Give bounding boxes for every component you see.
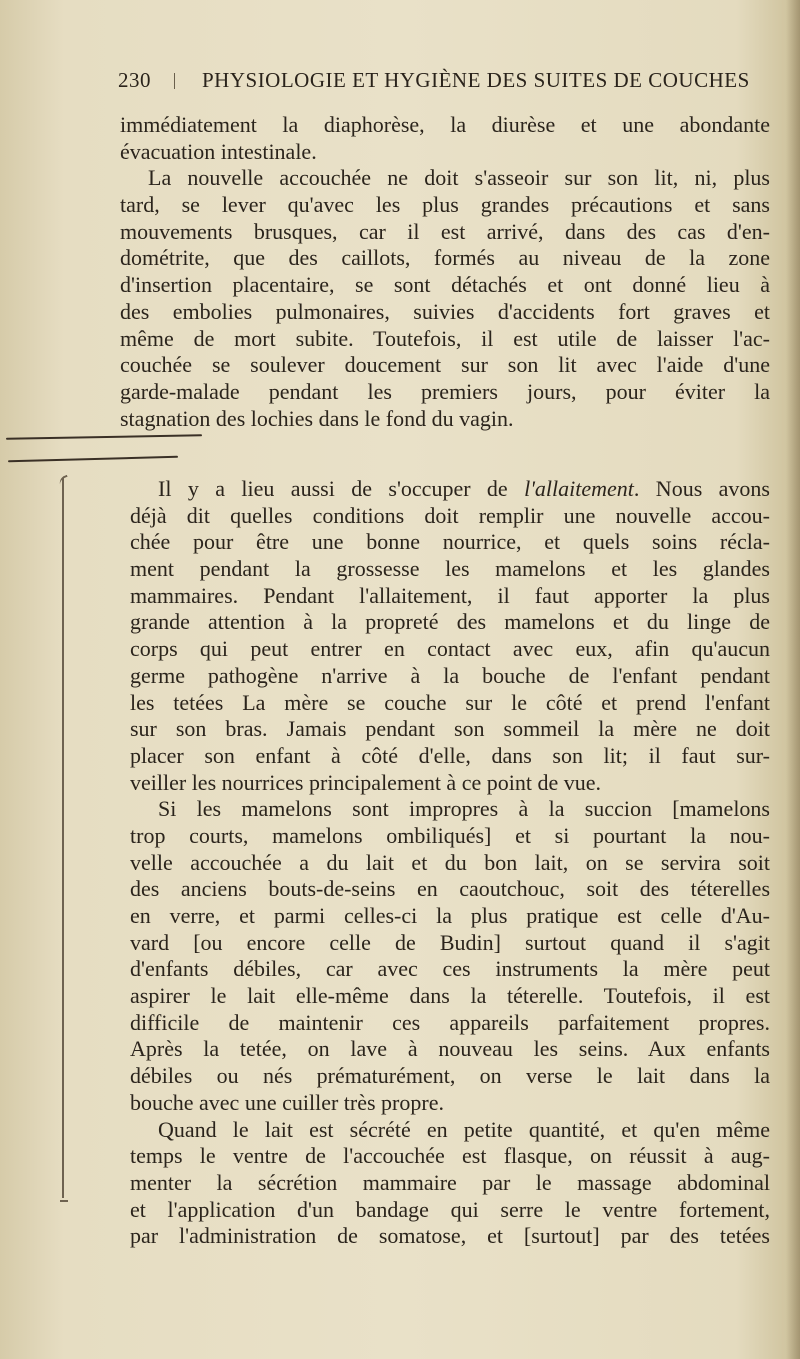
text-line: sur son bras. Jamais pendant son sommeil la mère ne doit <box>130 716 770 742</box>
text-line: les tetées La mère se couche sur le côté et prend l'enfant <box>130 689 770 715</box>
text-line: difficile de maintenir ces appareils parfaitement propres. <box>130 1009 770 1035</box>
text-line: grande attention à la propreté des mamelons et du linge de <box>130 609 770 635</box>
text-line: Quand le lait est sécrété en petite quantité, et qu'en même <box>158 1116 770 1142</box>
text-line: chée pour être une bonne nourrice, et quels soins récla- <box>130 529 770 555</box>
text-line: des anciens bouts-de-seins en caoutchouc, soit des téterelles <box>130 876 770 902</box>
chapter-title: PHYSIOLOGIE ET HYGIÈNE DES SUITES DE COUCHES <box>202 68 750 92</box>
text-line: dométrite, que des caillots, formés au niveau de la zone <box>120 245 770 271</box>
text-line: immédiatement la diaphorèse, la diurèse et une abondante <box>120 112 770 137</box>
text-line: Après la tetée, on lave à nouveau les seins. Aux enfants <box>130 1036 770 1062</box>
text-line: vard [ou encore celle de Budin] surtout quand il s'agit <box>130 929 770 955</box>
margin-bracket-bottom <box>60 1190 68 1202</box>
text-segment: Il y a lieu aussi de s'occuper de <box>158 476 525 501</box>
text-line <box>130 476 770 503</box>
text-line: mouvements brusques, car il est arrivé, dans des cas d'en- <box>120 218 770 244</box>
text-line: menter la sécrétion mammaire par le massage abdominal <box>130 1169 770 1195</box>
text-line: stagnation des lochies dans le fond du vagin. <box>120 405 514 431</box>
text-line: tard, se lever qu'avec les plus grandes précautions et sans <box>120 192 770 218</box>
text-line: veiller les nourrices principalement à ce point de vue. <box>130 769 601 795</box>
handwritten-mark <box>8 456 178 462</box>
text-segment: . Nous avons <box>633 476 770 501</box>
text-line: d'insertion placentaire, se sont détachés et ont donné lieu à <box>120 272 770 298</box>
text-line: Si les mamelons sont impropres à la succion [mamelons <box>158 796 770 822</box>
text-line: mammaires. Pendant l'allaitement, il faut apporter la plus <box>130 582 770 608</box>
text-line: germe pathogène n'arrive à la bouche de l'enfant pendant <box>130 662 770 688</box>
text-line: velle accouchée a du lait et du bon lait, on se servira soit <box>130 849 770 875</box>
text-line: temps le ventre de l'accouchée est flasque, on réussit à aug- <box>130 1143 770 1169</box>
text-line: couchée se soulever doucement sur son lit avec l'aide d'une <box>120 352 770 378</box>
header-separator <box>174 73 175 89</box>
running-head <box>118 68 758 98</box>
text-line: et l'application d'un bandage qui serre le ventre fortement, <box>130 1196 770 1222</box>
text-line: aspirer le lait elle-même dans la téterelle. Toutefois, il est <box>130 983 770 1009</box>
emphasized-term: l'allaitement <box>524 476 634 501</box>
text-line: garde-malade pendant les premiers jours, pour éviter la <box>120 378 770 404</box>
text-line: bouche avec une cuiller très propre. <box>130 1089 444 1115</box>
text-line: trop courts, mamelons ombiliqués] et si pourtant la nou- <box>130 822 770 848</box>
text-line: en verre, et parmi celles-ci la plus pratique est celle d'Au- <box>130 903 770 928</box>
text-line: même de mort subite. Toutefois, il est utile de laisser l'ac- <box>120 325 770 351</box>
page-edge-shadow <box>786 0 800 1359</box>
text-line: des embolies pulmonaires, suivies d'accidents fort graves et <box>120 298 770 324</box>
page-number: 230 <box>118 68 151 92</box>
text-line: placer son enfant à côté d'elle, dans son lit; il faut sur- <box>130 742 770 768</box>
text-line: d'enfants débiles, car avec ces instruments la mère peut <box>130 956 770 982</box>
text-line: débiles ou nés prématurément, on verse le lait dans la <box>130 1063 770 1089</box>
paragraph-bed-rest <box>120 112 770 432</box>
text-line: évacuation intestinale. <box>120 138 317 164</box>
handwritten-mark <box>6 434 202 439</box>
text-line: corps qui peut entrer en contact avec eux, afin qu'aucun <box>130 636 770 662</box>
text-line: déjà dit quelles conditions doit remplir une nouvelle accou- <box>130 502 770 528</box>
text-line: ment pendant la grossesse les mamelons et les glandes <box>130 556 770 582</box>
paragraph-breastfeeding <box>130 476 770 1250</box>
text-line: La nouvelle accouchée ne doit s'asseoir sur son lit, ni, plus <box>148 165 770 191</box>
text-line: par l'administration de somatose, et [surtout] par des tetées <box>130 1223 770 1249</box>
margin-bracket <box>62 478 68 1198</box>
